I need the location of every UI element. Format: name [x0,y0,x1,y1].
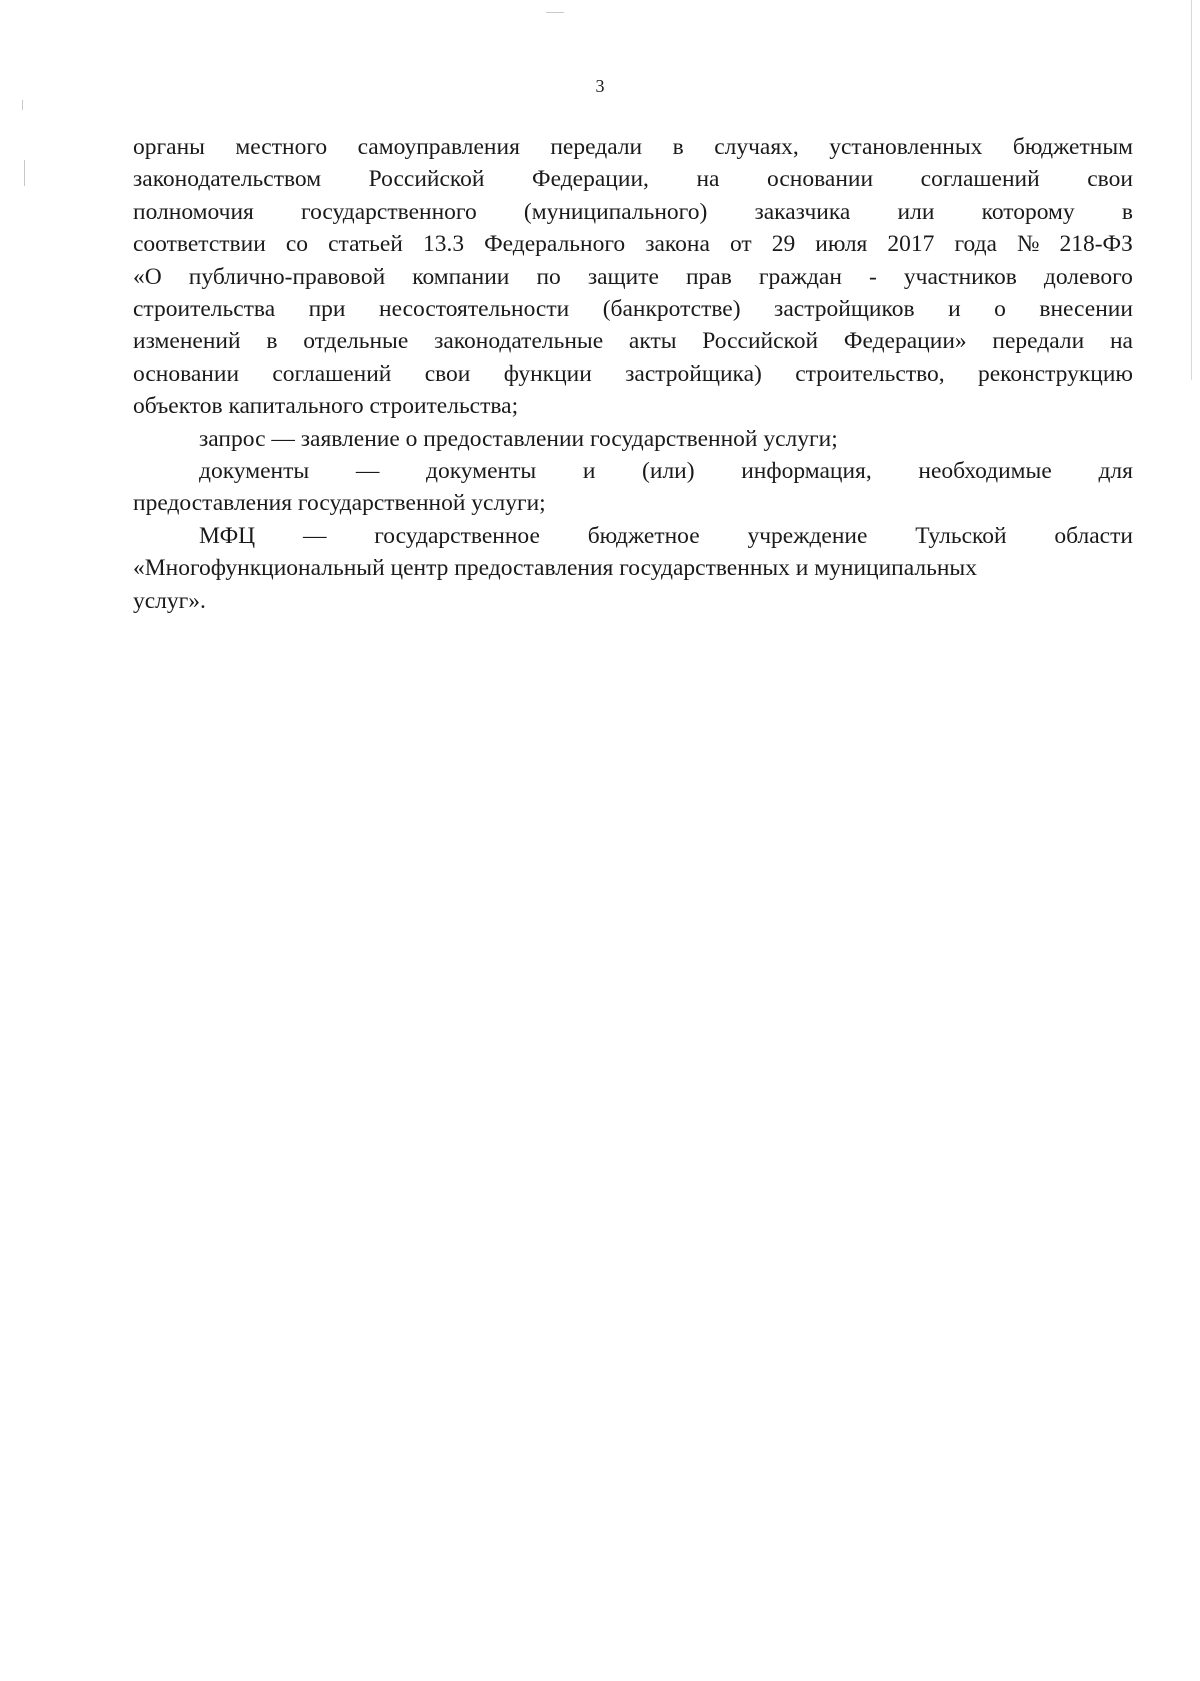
word: акты [628,328,677,355]
word: «О [133,263,162,290]
word: застройщика) [625,360,762,387]
word: соглашений [272,360,392,387]
word: и [948,296,961,323]
word: на [696,166,720,193]
word: законодательные [434,328,604,355]
word: Федерации, [532,166,649,193]
word: от [729,231,752,258]
word: самоуправления [357,134,520,160]
word: документы [199,458,310,485]
paragraph-4-line-1 [133,520,1133,552]
paragraph-4-line-2: «Многофункциональный центр предоставления государственных и муниципальных [133,555,977,582]
word: необходимые [918,458,1052,485]
word: изменений [133,328,241,355]
word: - [869,263,877,290]
word: по [536,263,561,290]
word: (банкротстве) [602,296,741,323]
word: участников [903,263,1017,290]
word: основании [133,360,240,387]
word: Российской [702,328,819,355]
paragraph-1-line-6 [133,293,1133,325]
word: Федерального [484,231,626,258]
word: Федерации» [843,328,967,355]
word: основании [767,166,874,193]
word: передали [992,328,1085,355]
word: в [266,328,278,355]
paragraph-1-line-8 [133,358,1133,390]
word: реконструкцию [977,360,1133,387]
word: государственное [374,522,540,549]
word: установленных [829,134,983,160]
word: свои [1087,166,1133,193]
word: граждан [758,263,842,290]
word: о [994,296,1006,323]
word: государственного [301,198,477,225]
word: отдельные [303,328,409,355]
paragraph-1-line-9: объектов капитального строительства; [133,393,519,420]
word: — [355,458,380,485]
word: в [672,134,684,160]
paragraph-1-line-4 [133,228,1133,260]
word: соответствии [133,231,266,258]
document-body [133,131,1133,617]
word: застройщиков [774,296,915,323]
paragraph-1-line-7 [133,325,1133,357]
word: строительства [133,296,276,323]
word: 29 [771,231,796,258]
word: прав [685,263,732,290]
paragraph-2-request-definition: запрос — заявление о предоставлении государственной услуги; [199,425,838,452]
scan-edge-line [1191,0,1192,380]
word: учреждение [747,522,868,549]
paragraph-4-line-3: услуг». [133,587,206,614]
word: компании [412,263,510,290]
scan-artifact-left-2 [24,160,25,186]
word: со [285,231,309,258]
word: при [308,296,346,323]
word: строительство, [795,360,945,387]
word: информация, [741,458,872,485]
word: и [582,458,596,485]
word: публично-правовой [188,263,386,290]
scan-artifact-left-1 [22,100,23,110]
word: 2017 [887,231,935,258]
page-number: 3 [595,76,605,96]
paragraph-1-line-3 [133,196,1133,228]
word: бюджетное [587,522,700,549]
word: 13.3 [422,231,465,258]
word: статьей [328,231,403,258]
word: документы [425,458,537,485]
paragraph-3-line-2: предоставления государственной услуги; [133,490,546,517]
word: свои [424,360,471,387]
word: несостоятельности [379,296,570,323]
word: заказчика [754,198,851,225]
word: органы [133,134,205,160]
word: законодательством [133,166,322,193]
word: долевого [1043,263,1133,290]
word: для [1098,458,1133,485]
paragraph-1-line-5 [133,261,1133,293]
word: защите [587,263,659,290]
word: местного [235,134,328,160]
word: полномочия [133,198,254,225]
word: на [1109,328,1133,355]
word: в [1121,198,1133,225]
word: Тульской [915,522,1007,549]
word: июля [815,231,868,258]
word: 218-ФЗ [1059,231,1133,258]
word: года [954,231,997,258]
word: — [302,522,327,549]
word: бюджетным [1012,134,1133,160]
word: области [1054,522,1133,549]
word: (муниципального) [523,198,708,225]
word: (или) [642,458,695,485]
word: функции [503,360,592,387]
word: соглашений [920,166,1040,193]
word: № [1017,231,1040,258]
word: передали [550,134,643,160]
word: МФЦ [199,522,256,549]
word: которому [981,198,1075,225]
paragraph-1-line-2 [133,163,1133,195]
word: внесении [1039,296,1133,323]
scan-artifact-top [546,12,564,13]
word: или [897,198,935,225]
word: случаях, [714,134,799,160]
paragraph-1-line-1 [133,131,1133,163]
word: Российской [368,166,485,193]
paragraph-3-line-1 [133,455,1133,487]
word: закона [645,231,710,258]
